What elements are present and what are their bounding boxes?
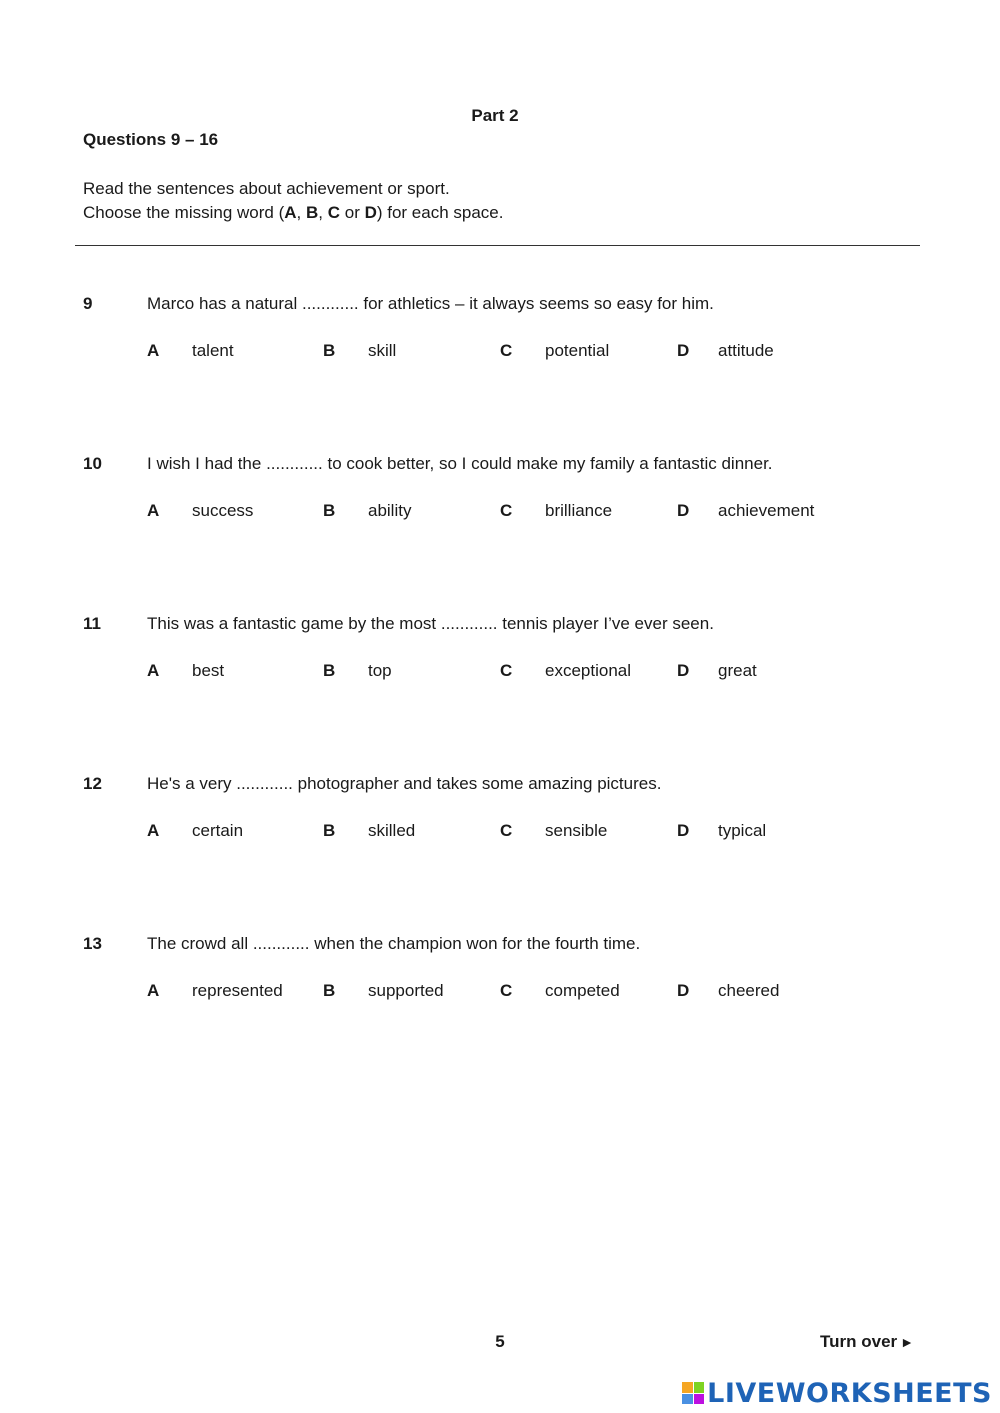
- question-number: 11: [83, 614, 101, 633]
- instruction-text-start: Choose the missing word (: [83, 203, 285, 222]
- option-word: cheered: [718, 981, 780, 1000]
- option-word: achievement: [718, 501, 815, 520]
- question-text: The crowd all ............ when the champion won for the fourth time.: [147, 934, 641, 953]
- question-number: 10: [83, 454, 102, 473]
- option-word: brilliance: [545, 501, 613, 520]
- option-letter: C: [500, 341, 513, 360]
- option-word: certain: [192, 821, 244, 840]
- option-word: attitude: [718, 341, 774, 360]
- part-title: Part 2: [471, 106, 519, 125]
- question-10: [0, 454, 1000, 544]
- option-letter: D: [677, 981, 690, 1000]
- option-letter: B: [323, 981, 336, 1000]
- option-word: typical: [718, 821, 767, 840]
- option-word: potential: [545, 341, 610, 360]
- option-letter: A: [147, 501, 160, 520]
- option-word: competed: [545, 981, 620, 1000]
- option-word: exceptional: [545, 661, 632, 680]
- option-word: sensible: [545, 821, 608, 840]
- option-letter: B: [323, 821, 336, 840]
- question-text: This was a fantastic game by the most ............ tennis player I’ve ever seen.: [147, 614, 714, 633]
- page-number: 5: [495, 1332, 505, 1351]
- questions-range: Questions 9 – 16: [83, 130, 219, 149]
- option-letter: A: [147, 341, 160, 360]
- question-number: 12: [83, 774, 102, 793]
- option-letter: D: [677, 821, 690, 840]
- divider-line: [75, 245, 920, 246]
- turn-over: [820, 1332, 914, 1352]
- question-number: 9: [83, 294, 93, 313]
- option-letter: A: [147, 981, 160, 1000]
- instruction-letter-b: B: [306, 203, 319, 222]
- option-letter: C: [500, 981, 513, 1000]
- logo-text: LIVEWORKSHEETS: [707, 1377, 992, 1409]
- option-letter: C: [500, 661, 513, 680]
- option-letter: B: [323, 501, 336, 520]
- instruction-text-end: ) for each space.: [376, 203, 504, 222]
- instruction-comma: ,: [318, 203, 328, 222]
- turn-over-label: Turn over: [820, 1332, 898, 1351]
- question-text: He's a very ............ photographer and takes some amazing pictures.: [147, 774, 662, 793]
- option-word: top: [368, 661, 392, 680]
- option-word: best: [192, 661, 225, 680]
- question-13: [0, 934, 1000, 1024]
- logo-square: [694, 1382, 705, 1393]
- option-word: represented: [192, 981, 283, 1000]
- option-letter: B: [323, 661, 336, 680]
- logo-square: [694, 1394, 705, 1405]
- option-word: supported: [368, 981, 444, 1000]
- question-11: [0, 614, 1000, 704]
- option-letter: D: [677, 341, 690, 360]
- instruction-line-2: [83, 201, 503, 225]
- option-word: skill: [368, 341, 397, 360]
- liveworksheets-logo-icon: [682, 1382, 704, 1404]
- option-word: skilled: [368, 821, 416, 840]
- logo-square: [682, 1382, 693, 1393]
- logo-square: [682, 1394, 693, 1405]
- option-word: ability: [368, 501, 412, 520]
- question-text: I wish I had the ............ to cook better, so I could make my family a fantastic dinner.: [147, 454, 773, 473]
- option-word: great: [718, 661, 757, 680]
- instruction-or: or: [340, 203, 365, 222]
- option-letter: C: [500, 821, 513, 840]
- question-number: 13: [83, 934, 102, 953]
- question-12: [0, 774, 1000, 864]
- liveworksheets-logo[interactable]: [682, 1377, 992, 1409]
- instruction-comma: ,: [296, 203, 306, 222]
- instruction-line-1: Read the sentences about achievement or sport.: [83, 179, 450, 198]
- option-word: talent: [192, 341, 234, 360]
- instruction-letter-d: D: [364, 203, 377, 222]
- option-letter: A: [147, 821, 160, 840]
- instructions: [83, 177, 503, 225]
- turn-over-arrow-icon: ►: [900, 1334, 914, 1350]
- instruction-letter-a: A: [284, 203, 297, 222]
- question-9: [0, 294, 1000, 384]
- instruction-letter-c: C: [327, 203, 341, 222]
- option-letter: A: [147, 661, 160, 680]
- option-letter: D: [677, 661, 690, 680]
- option-letter: B: [323, 341, 336, 360]
- option-letter: C: [500, 501, 513, 520]
- option-letter: D: [677, 501, 690, 520]
- option-word: success: [192, 501, 254, 520]
- question-text: Marco has a natural ............ for athletics – it always seems so easy for him.: [147, 294, 714, 313]
